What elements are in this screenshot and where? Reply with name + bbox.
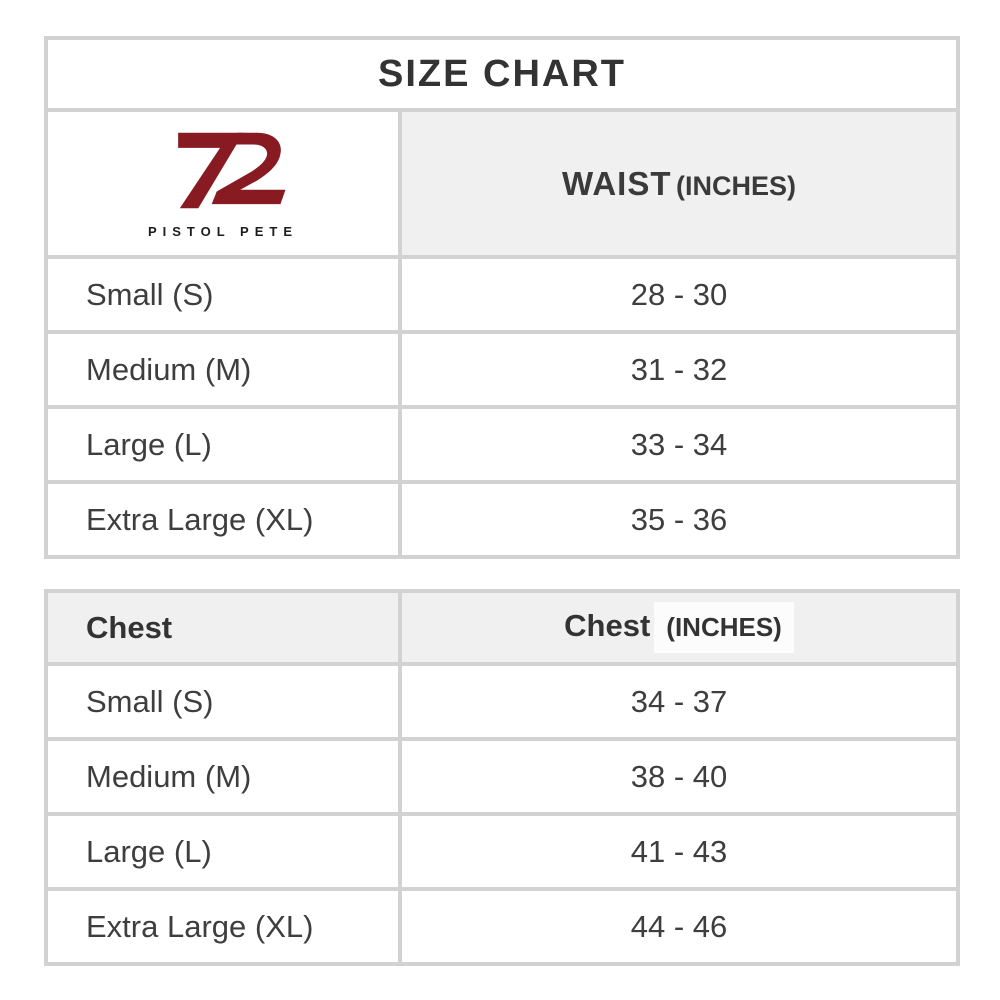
size-label-cell: Extra Large (XL) — [46, 482, 400, 557]
chest-header-row — [46, 591, 958, 664]
chest-col1-header: Chest — [46, 591, 400, 664]
table-row — [46, 407, 958, 482]
size-value-cell: 33 - 34 — [400, 407, 958, 482]
table-row — [46, 332, 958, 407]
size-label-cell: Large (L) — [46, 814, 400, 889]
size-label-cell: Extra Large (XL) — [46, 889, 400, 964]
size-label-cell: Large (L) — [46, 407, 400, 482]
size-value-cell: 31 - 32 — [400, 332, 958, 407]
size-value-cell: 41 - 43 — [400, 814, 958, 889]
table-row — [46, 257, 958, 332]
table-row — [46, 889, 958, 964]
table-gap — [44, 559, 956, 589]
waist-header-label: WAIST — [562, 164, 672, 202]
table-row — [46, 482, 958, 557]
brand-cell — [46, 110, 400, 257]
table-row — [46, 739, 958, 814]
size-label-cell: Small (S) — [46, 664, 400, 739]
page-title: SIZE CHART — [46, 38, 958, 110]
waist-size-table — [44, 36, 960, 559]
chest-header-label: Chest — [564, 608, 651, 643]
chest-col2-header — [400, 591, 958, 664]
table-row — [46, 664, 958, 739]
title-row — [46, 38, 958, 110]
chest-header-unit: (INCHES) — [654, 602, 794, 653]
size-value-cell: 34 - 37 — [400, 664, 958, 739]
waist-header-cell — [400, 110, 958, 257]
size-value-cell: 38 - 40 — [400, 739, 958, 814]
size-value-cell: 44 - 46 — [400, 889, 958, 964]
size-label-cell: Medium (M) — [46, 739, 400, 814]
waist-header-unit: (INCHES) — [675, 170, 796, 201]
table-row — [46, 814, 958, 889]
size-value-cell: 35 - 36 — [400, 482, 958, 557]
waist-header-row — [46, 110, 958, 257]
size-value-cell: 28 - 30 — [400, 257, 958, 332]
size-label-cell: Medium (M) — [46, 332, 400, 407]
chest-size-table — [44, 589, 960, 966]
pistol-pete-logo — [158, 126, 288, 210]
size-label-cell: Small (S) — [46, 257, 400, 332]
brand-name: PISTOL PETE — [147, 224, 299, 239]
brand-logo-block — [148, 126, 298, 239]
